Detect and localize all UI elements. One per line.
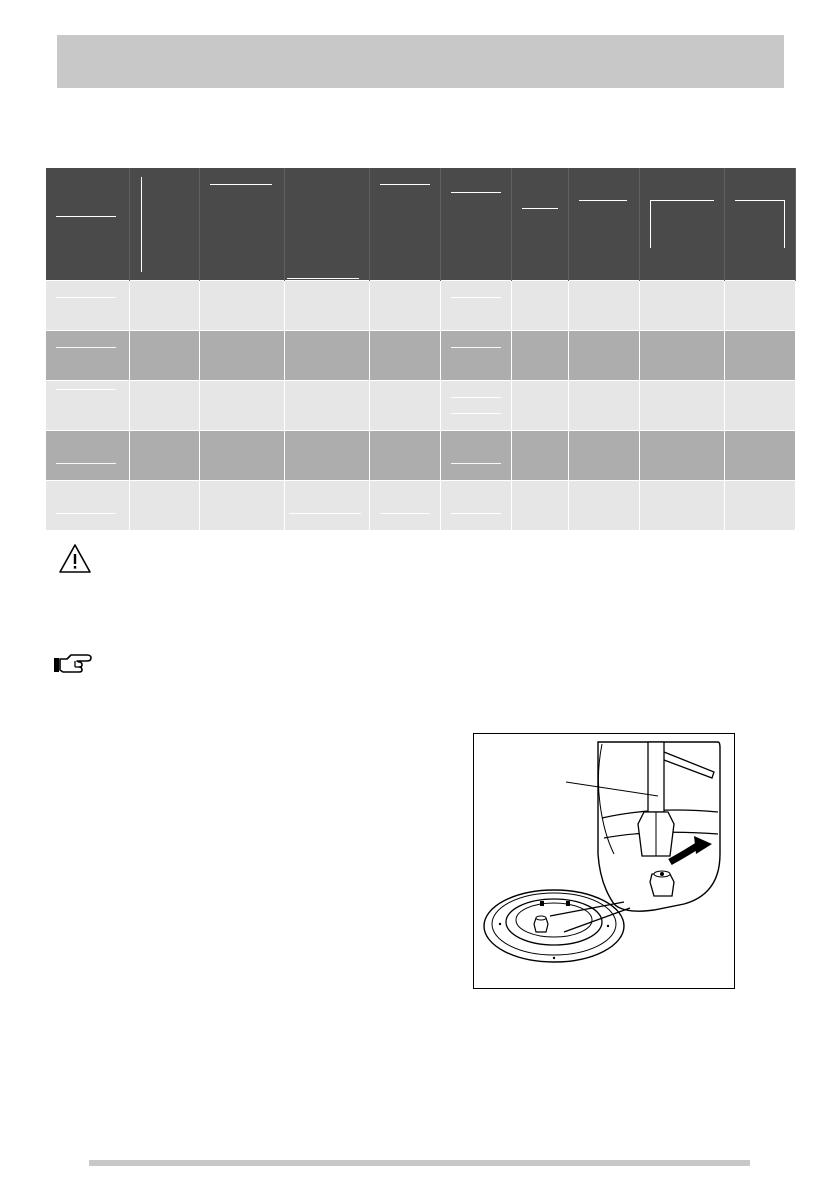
table-cell [511,381,568,431]
table-cell [724,331,795,381]
column-header [46,168,129,281]
table-cell [199,481,284,531]
table-cell [284,431,369,481]
table-row [46,331,795,381]
column-header [568,168,639,281]
column-header [199,168,284,281]
table-cell [369,281,440,331]
table-cell [46,381,129,431]
page-header-bar [57,35,784,88]
table-header-row [46,168,795,281]
injector-table [46,168,795,525]
warning-triangle-icon [58,543,92,575]
table-row [46,431,795,481]
table-cell [724,481,795,531]
column-header [369,168,440,281]
column-header [129,168,199,281]
column-header [724,168,795,281]
table-cell [639,381,724,431]
table-cell [568,331,639,381]
injector-replacement-figure [473,733,735,989]
table-cell [284,331,369,381]
table-cell [199,431,284,481]
table-cell [440,481,511,531]
table-cell [199,281,284,331]
column-header [511,168,568,281]
table-cell [284,381,369,431]
table-cell [568,481,639,531]
table-cell [568,381,639,431]
table-cell [440,381,511,431]
column-header [284,168,369,281]
pointing-hand-icon [53,652,93,676]
table-cell [369,481,440,531]
table-row [46,381,795,431]
table-cell [129,381,199,431]
table-cell [129,281,199,331]
table-cell [724,281,795,331]
table-cell [639,281,724,331]
table-cell [639,481,724,531]
column-header [639,168,724,281]
table-cell [639,431,724,481]
table-cell [284,481,369,531]
table-row [46,481,795,531]
table-cell [724,381,795,431]
table-cell [440,431,511,481]
table-cell [46,331,129,381]
table-cell [511,281,568,331]
table-cell [284,281,369,331]
table-cell [369,331,440,381]
table-cell [511,431,568,481]
table-cell [199,381,284,431]
column-header [440,168,511,281]
table-cell [511,331,568,381]
table-cell [568,431,639,481]
table-cell [568,281,639,331]
table-cell [724,431,795,481]
table-cell [46,481,129,531]
table-cell [129,331,199,381]
table-cell [199,331,284,381]
table-cell [440,331,511,381]
table-cell [511,481,568,531]
table-cell [46,431,129,481]
table-cell [369,431,440,481]
table-cell [369,381,440,431]
table-cell [46,281,129,331]
table-cell [129,481,199,531]
table-cell [440,281,511,331]
table-cell [129,431,199,481]
table-row [46,281,795,331]
table-cell [639,331,724,381]
burner-illustration [474,734,734,988]
footer-rule [89,1160,750,1166]
